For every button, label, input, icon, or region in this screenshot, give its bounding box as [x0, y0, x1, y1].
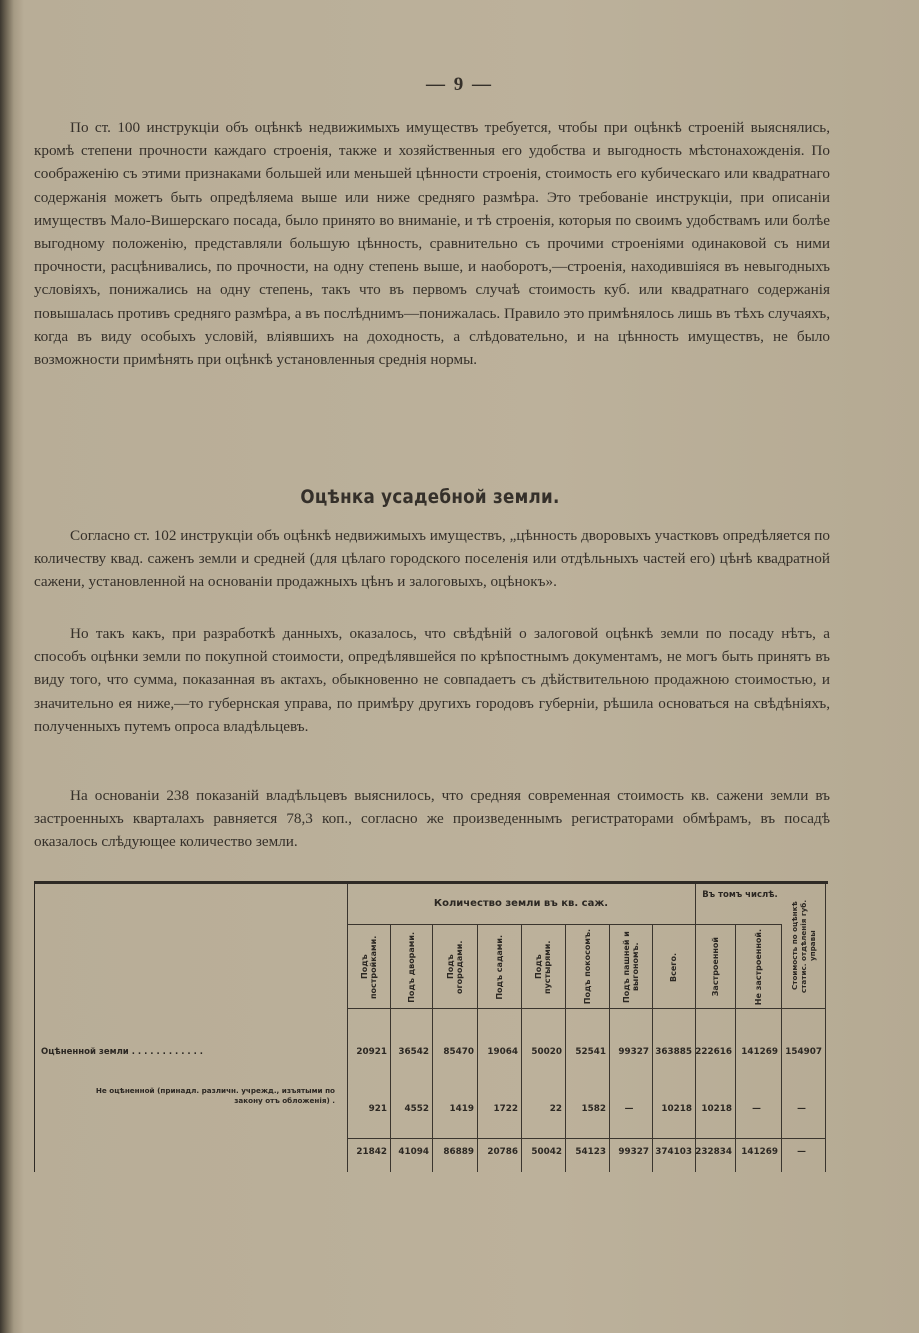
table-cell: 1419	[449, 1104, 474, 1114]
table-cell: —	[797, 1147, 806, 1157]
table-column-header-label: Подъ пашней и выгономъ.	[621, 931, 640, 1003]
table-column-header	[347, 928, 390, 1006]
table-column-header-label: Подъ покосомъ.	[582, 929, 592, 1005]
table-group-header: Количество земли въ кв. саж.	[433, 898, 609, 909]
table-column-header-label: Подъ огородами.	[445, 940, 464, 994]
table-cell: 41094	[398, 1147, 429, 1157]
table-cell: 20786	[487, 1147, 518, 1157]
table-header-bottom-line	[347, 1008, 825, 1009]
table-cell: 374103	[655, 1147, 692, 1157]
paragraph-average-cost: На основаніи 238 показаній владѣльцевъ выяснилось, что средняя современная стоимость кв. сажени земли въ застроенныхъ кварталахъ равняется 78,3 коп., согласно же произведеннымъ регистраторами обмѣрамъ, въ посадѣ оказалось слѣдующее количество земли.	[34, 787, 830, 851]
table-cell: 86889	[443, 1147, 474, 1157]
table-cell: —	[624, 1104, 634, 1114]
table-row-label: Оцѣненной земли . . . . . . . . . . . .	[41, 1047, 204, 1057]
paragraph-instruction-102: Согласно ст. 102 инструкціи объ оцѣнкѣ недвижимыхъ имуществъ, „цѣнность дворовыхъ участковъ опредѣляется по количеству квад. саженъ земли и средней (для цѣлаго городского поселенія или отдѣльныхъ частей его) цѣнѣ квадратной сажени, установленной на основаніи продажныхъ цѣнъ и залоговыхъ, оцѣнокъ».	[34, 527, 830, 591]
table-cell: —	[797, 1104, 806, 1114]
table-cell: 222616	[695, 1047, 732, 1057]
table-row-label: Не оцѣненной (принадл. различн. учрежд., изъятыми по закону отъ обложенія) .	[95, 1086, 335, 1105]
table-cell: 19064	[487, 1047, 518, 1057]
table-column-header	[695, 928, 735, 1006]
table-cell: 4552	[404, 1104, 429, 1114]
table-column-header-label: Всего.	[669, 952, 678, 982]
table-cell: 50020	[531, 1047, 562, 1057]
table-cell: 22	[549, 1104, 562, 1114]
table-cell: 141269	[741, 1147, 778, 1157]
paragraph-survey-method: Но такъ какъ, при разработкѣ данныхъ, оказалось, что свѣдѣній о залоговой оцѣнкѣ земли по посаду нѣтъ, а способъ оцѣнки земли по покупной стоимости, опредѣлявшейся по крѣпостнымъ документамъ, не могъ быть принятъ въ виду того, что сумма, показанная въ актахъ, обыкновенно не совпадаетъ съ дѣйствительною продажною стоимостью, и значительно ея ниже,—то губернская управа, по примѣру другихъ городовъ губерніи, рѣшила основаться на свѣдѣніяхъ, полученныхъ путемъ опроса владѣльцевъ.	[34, 625, 830, 735]
table-column-header-label: Подъ дворами.	[406, 931, 416, 1003]
table-cell: 10218	[701, 1104, 732, 1114]
table-header-line	[347, 924, 695, 925]
table-cell: 99327	[618, 1147, 649, 1157]
table-cell: 154907	[785, 1047, 822, 1057]
table-cell: 363885	[655, 1047, 692, 1057]
table-cell: —	[752, 1104, 761, 1114]
table-cell: 50042	[531, 1147, 562, 1157]
table-column-header	[565, 928, 609, 1006]
table-column-header	[390, 928, 432, 1006]
table-cell: 10218	[661, 1104, 692, 1114]
table-header-line	[695, 924, 781, 925]
table-column-header-label: Застроенной	[710, 937, 720, 997]
table-cell: 85470	[443, 1047, 474, 1057]
table-column-header	[735, 928, 781, 1006]
table-column-header-label: Стоимость по оцѣнкѣ статис. отдѣленія губ. управы	[789, 899, 817, 993]
table-column-header-label: Подъ пустырями.	[534, 940, 552, 994]
paragraph-instruction-100: По ст. 100 инструкціи объ оцѣнкѣ недвижимыхъ имуществъ требуется, чтобы при оцѣнкѣ строеній выяснялись, кромѣ степени прочности каждаго строенія, также и хозяйственныя его удобства и выгодность мѣстонахожденія. По соображенію съ этими признаками большей или меньшей цѣнности строенія, стоимость его кубическаго или квадратнаго содержанія можетъ быть опредѣляема выше или ниже средняго размѣра. Это требованіе инструкціи, при описаніи имуществъ Мало-Вишерскаго посада, было принято во вниманіе, и тѣ строенія, которыя по своимъ удобствамъ или болѣе выгодному положенію, представляли большую цѣнность, сравнительно съ прочими строеніями одинаковой съ ними прочности, расцѣнивались, по прочности, на одну степень выше, и наоборотъ,—строенія, находившіяся въ невыгодныхъ условіяхъ, понижались на одну степень, такъ что въ первомъ случаѣ стоимость куб. или квадратнаго содержанія повышалась противъ средняго размѣра, а въ послѣднимъ—понижалась. Правило это примѣнялось лишь въ тѣхъ случаяхъ, когда въ виду особыхъ условій, вліявшихъ на доходность, а слѣдовательно, и на цѣнность имуществъ, не было возможности примѣнять при оцѣнкѣ установленныя среднія нормы.	[34, 119, 830, 369]
land-quantity-table	[34, 881, 828, 1172]
table-total-line	[347, 1138, 825, 1139]
table-column-line	[825, 884, 826, 1172]
table-column-header-label: Подъ постройками.	[359, 935, 378, 999]
table-column-header-label: Подъ садами.	[494, 934, 504, 1000]
table-cell: 54123	[575, 1147, 606, 1157]
table-cell: 141269	[741, 1047, 778, 1057]
table-cell: 52541	[575, 1047, 606, 1057]
table-column-header	[521, 928, 565, 1006]
table-column-header	[781, 890, 825, 1002]
table-subgroup-header: Въ томъ числѣ.	[702, 890, 778, 900]
table-cell: 21842	[356, 1147, 387, 1157]
table-cell: 921	[368, 1104, 387, 1114]
table-cell: 232834	[695, 1147, 732, 1157]
table-column-header	[477, 928, 521, 1006]
page-number: — 9 —	[426, 74, 493, 95]
table-cell: 99327	[618, 1047, 649, 1057]
table-column-header	[432, 928, 477, 1006]
table-cell: 20921	[356, 1047, 387, 1057]
table-column-header-label: Не застроенной.	[753, 928, 763, 1006]
section-heading: Оцѣнка усадебной земли.	[300, 486, 560, 508]
table-cell: 1582	[581, 1104, 606, 1114]
table-cell: 36542	[398, 1047, 429, 1057]
table-cell: 1722	[493, 1104, 518, 1114]
table-column-header	[609, 928, 652, 1006]
table-column-header	[652, 928, 695, 1006]
